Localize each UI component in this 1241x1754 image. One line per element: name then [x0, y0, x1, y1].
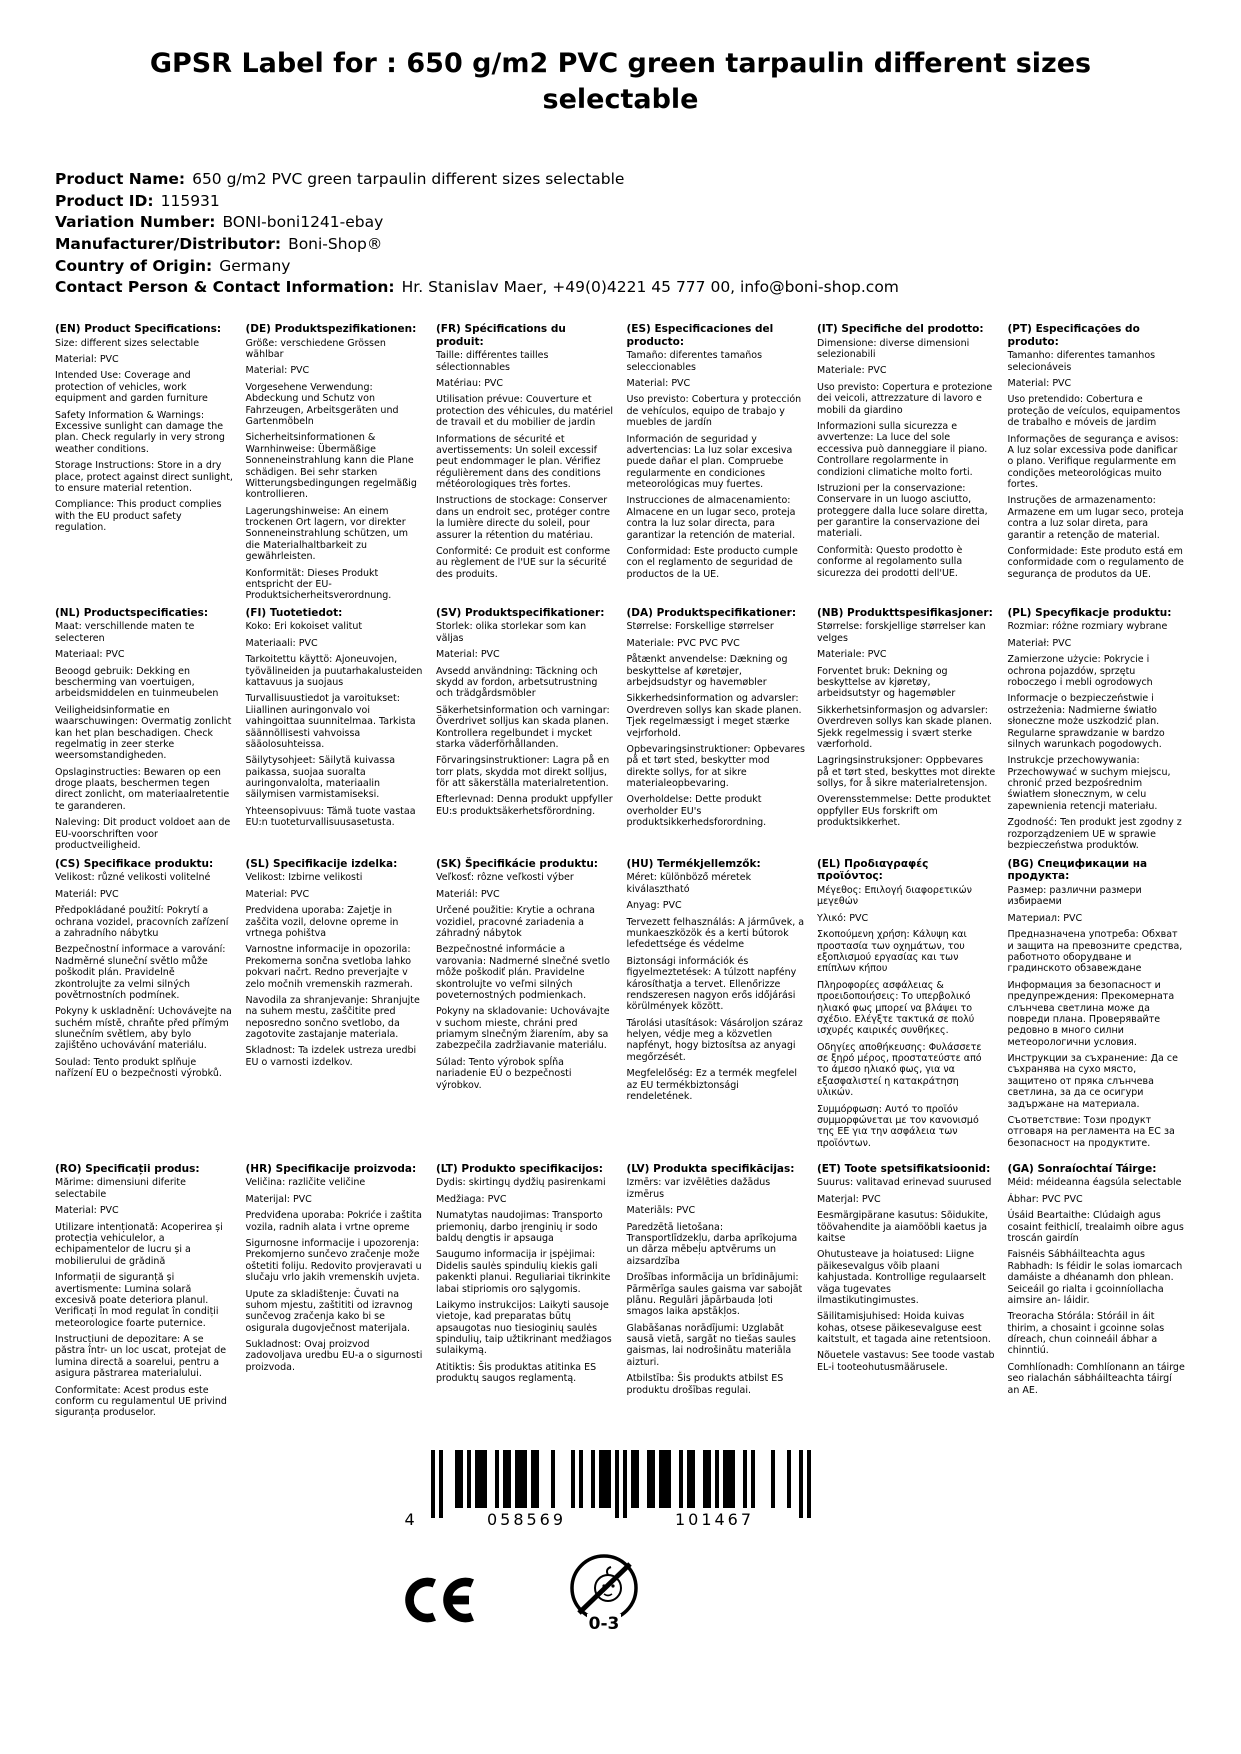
spec-block-body	[1008, 621, 1187, 851]
spec-block-header: (NB) Produkttspesifikasjoner:	[817, 606, 993, 619]
spec-block-header: (EL) Προδιαγραφές προϊόντος:	[817, 857, 929, 883]
spec-paragraph: Anyag: PVC	[626, 900, 682, 912]
spec-paragraph: Materiaali: PVC	[245, 637, 318, 649]
language-spec-block	[1008, 323, 1187, 607]
spec-paragraph: Comhlíonadh: Comhlíonann an táirge seo rialachán sábháilteachta táirgí an AE.	[1007, 1361, 1185, 1396]
spec-paragraph: Naleving: Dit product voldoet aan de EU-voorschriften voor productveiligheid.	[55, 817, 231, 852]
spec-block-header: (FR) Spécifications du produit:	[436, 323, 566, 348]
ean-barcode	[404, 1450, 811, 1536]
spec-block-header: (EN) Product Specifications:	[55, 323, 222, 335]
language-spec-block	[436, 858, 615, 1163]
spec-paragraph: Biztonsági információk és figyelmeztetések: A túlzott napfény károsíthatja a tervet. Ellenőrizze rendszeresen nagyon erős időjárási körülmények között.	[626, 955, 797, 1013]
spec-paragraph: Suurus: valitavad erinevad suurused	[817, 1177, 992, 1189]
spec-paragraph: Numatytas naudojimas: Transporto priemonių, darbo įrenginių ir sodo baldų dengtis ir apsauga	[436, 1210, 603, 1244]
language-spec-block	[817, 607, 996, 858]
info-label: Country of Origin:	[55, 256, 213, 275]
spec-block-header: (HR) Specifikacije proizvoda:	[245, 1162, 417, 1175]
barcode-bars	[431, 1450, 811, 1518]
language-spec-block	[817, 323, 996, 607]
language-spec-block	[1008, 1163, 1187, 1424]
spec-paragraph: Informações de segurança e avisos: A luz solar excessiva pode danificar o plano. Verifique regularmente em condições meteorológicas muito fortes.	[1007, 433, 1179, 491]
info-value: 115931	[160, 191, 220, 210]
spec-paragraph: Μέγεθος: Επιλογή διαφορετικών μεγεθών	[817, 884, 972, 908]
spec-paragraph: Velikost: různé velikosti volitelné	[55, 872, 211, 884]
spec-paragraph: Atbilstība: Šis produkts atbilst ES produktu drošības regulai.	[626, 1373, 784, 1396]
barcode-bar	[807, 1450, 811, 1518]
product-info-row	[55, 234, 1186, 256]
info-label: Manufacturer/Distributor:	[55, 234, 282, 253]
spec-paragraph: Nõuetele vastavus: See toode vastab EL-i tooteohutusmäärusele.	[817, 1350, 995, 1373]
spec-paragraph: Size: different sizes selectable	[55, 337, 200, 349]
spec-paragraph: Instrukcje przechowywania: Przechowywać w suchym miejscu, chronić przed bezpośrednim światłem słonecznym, w celu zapewnienia retencji materiału.	[1007, 755, 1171, 812]
language-spec-block	[246, 1163, 425, 1424]
spec-block-body	[817, 1177, 996, 1373]
barcode-right-digits: 101467	[672, 1510, 757, 1529]
spec-paragraph: Materjal: PVC	[817, 1193, 881, 1205]
spec-block-header: (ET) Toote spetsifikatsioonid:	[817, 1162, 991, 1175]
spec-paragraph: Atitiktis: Šis produktas atitinka ES produktų saugos reglamentą.	[436, 1361, 597, 1385]
spec-paragraph: Sukladnost: Ovaj proizvod zadovoljava uredbu EU-a o sigurnosti proizvoda.	[245, 1339, 423, 1373]
spec-block-header: (BG) Спецификации на продукта:	[1007, 857, 1148, 883]
spec-block-header: (SK) Špecifikácie produktu:	[436, 857, 599, 870]
spec-paragraph: Istruzioni per la conservazione: Conservare in un luogo asciutto, proteggere dalla luce solare diretta, per garantire la conservazione dei materiali.	[817, 482, 988, 540]
barcode-lead-digit: 4	[404, 1509, 418, 1529]
spec-block-body	[436, 621, 615, 817]
spec-paragraph: Určené použitie: Krytie a ochrana vozidiel, pracovné zariadenia a záhradný nábytok	[436, 905, 595, 939]
spec-block-body	[817, 885, 996, 1149]
spec-paragraph: Säilytysohjeet: Säilytä kuivassa paikassa, suojaa suoralta auringonvalolta, materiaalin säilymisen varmistamiseksi.	[245, 755, 396, 801]
spec-block-body	[627, 621, 806, 828]
spec-paragraph: Paredzētā lietošana: Transportlīdzekļu, darba aprīkojuma un dārza mēbeļu aptvērums un aizsardzība	[626, 1221, 798, 1267]
spec-paragraph: Ábhar: PVC PVC	[1007, 1193, 1083, 1205]
product-info-row	[55, 169, 1186, 191]
spec-paragraph: Uso previsto: Cobertura y protección de vehículos, equipo de trabajo y muebles de jardín	[626, 394, 802, 429]
spec-paragraph: Mărime: dimensiuni diferite selectabile	[55, 1177, 186, 1200]
spec-paragraph: Tarkoitettu käyttö: Ajoneuvojen, työvälineiden ja puutarhakalusteiden kattavuus ja suojaus	[245, 654, 423, 688]
spec-block-header: (PT) Especificações do produto:	[1007, 323, 1140, 348]
spec-paragraph: Méret: különböző méretek kiválasztható	[626, 872, 752, 895]
product-info	[55, 169, 1186, 299]
spec-block-header: (ES) Especificaciones del producto:	[626, 323, 774, 348]
spec-paragraph: Πληροφορίες ασφάλειας & προειδοποιήσεις: Το υπερβολικό ηλιακό φως μπορεί να βλάψει το σχέδιο. Ελέγξτε τακτικά σε πολύ ισχυρές καιρικές συνθήκες.	[817, 979, 975, 1037]
spec-paragraph: Maat: verschillende maten te selecteren	[55, 621, 195, 644]
spec-paragraph: Material: PVC	[1007, 377, 1072, 389]
spec-paragraph: Varnostne informacije in opozorila: Prekomerna sončna svetloba lahko pokvari načrt. Redno preverjajte v zelo močnih vremenskih razmerah.	[245, 944, 413, 990]
spec-paragraph: Beoogd gebruik: Dekking en bescherming van voertuigen, arbeidsmiddelen en tuinmeubelen	[55, 665, 219, 700]
spec-block-body	[1008, 1177, 1187, 1396]
spec-paragraph: Instruções de armazenamento: Armazene em um lugar seco, proteja contra a luz solar direta, para garantir a retenção de material.	[1007, 495, 1184, 541]
spec-paragraph: Предназначена употреба: Обхват и защита на превозните средства, работното оборудване и градинското обзавеждане	[1007, 929, 1183, 975]
spec-paragraph: Méid: méideanna éagsúla selectable	[1007, 1177, 1182, 1189]
spec-paragraph: Materiál: PVC	[436, 888, 500, 900]
spec-paragraph: Úsáid Beartaithe: Clúdaigh agus cosaint feithiclí, trealaimh oibre agus troscán gairdín	[1007, 1210, 1184, 1244]
spec-paragraph: Saugumo informacija ir įspėjimai: Didelis saulės spindulių kiekis gali pakenkti planui. Reguliariai tikrinkite labai stipriomis oro sąlygomis.	[436, 1249, 611, 1295]
spec-paragraph: Material: PVC	[245, 888, 310, 900]
spec-paragraph: Bezpečnostní informace a varování: Nadměrné sluneční světlo může poškodit plán. Pravidelně zkontrolujte za velmi silných povětrnostních podmínek.	[55, 944, 226, 1001]
spec-paragraph: Predviđena uporaba: Pokriće i zaštita vozila, radnih alata i vrtne opreme	[245, 1210, 422, 1233]
spec-paragraph: Dydis: skirtingų dydžių pasirenkami	[436, 1177, 606, 1189]
spec-paragraph: Informații de siguranță și avertismente: Lumina solară excesivă poate deteriora planul. Verificați în mod regulat în condiții meteorologice foarte puternice.	[55, 1272, 219, 1329]
language-grid	[55, 323, 1186, 1424]
language-spec-block	[246, 323, 425, 607]
spec-paragraph: Soulad: Tento produkt splňuje nařízení EU o bezpečnosti výrobků.	[55, 1056, 222, 1080]
spec-paragraph: Vorgesehene Verwendung: Abdeckung und Schutz von Fahrzeugen, Arbeitsgeräten und Gartenmöbeln	[245, 381, 399, 427]
spec-paragraph: Størrelse: Forskellige størrelser	[626, 621, 774, 633]
language-spec-block	[1008, 858, 1187, 1163]
spec-paragraph: Materiał: PVC	[1007, 637, 1072, 649]
language-spec-block	[436, 607, 615, 858]
spec-paragraph: Conformitate: Acest produs este conform cu regulamentul UE privind siguranța produselor.	[55, 1384, 227, 1419]
spec-paragraph: Overensstemmelse: Dette produktet oppfyller EUs forskrift om produktsikkerhet.	[817, 794, 991, 829]
spec-paragraph: Upute za skladištenje: Čuvati na suhom mjestu, zaštititi od izravnog sunčevog zračenja kako bi se osigurala dugovječnost materijala.	[245, 1288, 413, 1334]
spec-block-header: (FI) Tuotetiedot:	[245, 606, 343, 619]
spec-paragraph: Matériau: PVC	[436, 377, 504, 389]
language-spec-block	[817, 1163, 996, 1424]
spec-block-header: (HU) Termékjellemzők:	[626, 857, 761, 870]
language-spec-block	[817, 858, 996, 1163]
spec-block-header: (NL) Productspecificaties:	[55, 606, 209, 619]
spec-paragraph: Säkerhetsinformation och varningar: Överdrivet solljus kan skada planen. Kontrollera regelbundet i mycket starka väderförhållanden.	[436, 704, 610, 750]
spec-paragraph: Turvallisuustiedot ja varoitukset: Liiallinen auringonvalo voi vahingoittaa suunnitelmaa. Tarkista säännöllisesti vahvoissa sääolosuhteissa.	[245, 693, 416, 750]
language-spec-block	[627, 607, 806, 858]
spec-paragraph: Información de seguridad y advertencias: La luz solar excesiva puede dañar el plan. Compruebe regularmente en condiciones meteorológicas muy fuertes.	[626, 433, 793, 491]
spec-paragraph: Material: PVC	[245, 365, 310, 377]
info-label: Product ID:	[55, 191, 154, 210]
language-spec-block	[55, 858, 234, 1163]
spec-paragraph: Glabāšanas norādījumi: Uzglabāt sausā vietā, sargāt no tiešas saules gaismas, lai nodrošinātu materiāla aizturi.	[626, 1322, 796, 1368]
spec-paragraph: Materiál: PVC	[55, 888, 119, 900]
info-value: Hr. Stanislav Maer, +49(0)4221 45 777 00, info@boni-shop.com	[401, 278, 899, 297]
info-value: Germany	[219, 256, 291, 275]
spec-paragraph: Påtænkt anvendelse: Dækning og beskyttelse af køretøjer, arbejdsudstyr og havemøbler	[626, 654, 788, 688]
spec-paragraph: Säilitamisjuhised: Hoida kuivas kohas, otsese päikesevalguse eest kaitstult, et tagada aine retentsioon.	[817, 1311, 991, 1346]
spec-paragraph: Taille: différentes tailles sélectionnables	[436, 350, 549, 373]
spec-paragraph: Forventet bruk: Dekning og beskyttelse av kjøretøy, arbeidsutstyr og hagemøbler	[817, 665, 956, 700]
spec-paragraph: Material: PVC	[55, 353, 119, 365]
spec-block-body	[436, 1177, 615, 1384]
spec-paragraph: Utilisation prévue: Couverture et protection des véhicules, du matériel de travail et du mobilier de jardin	[436, 394, 613, 429]
spec-block-body	[1008, 885, 1187, 1149]
spec-paragraph: Material: PVC	[55, 1205, 119, 1217]
spec-block-body	[817, 338, 996, 579]
language-spec-block	[627, 1163, 806, 1424]
product-info-row	[55, 256, 1186, 278]
spec-block-body	[55, 338, 234, 534]
spec-paragraph: Konformität: Dieses Produkt entspricht der EU-Produktsicherheitsverordnung.	[245, 567, 392, 602]
spec-paragraph: Zamierzone użycie: Pokrycie i ochrona pojazdów, sprzętu roboczego i mebli ogrodowych	[1007, 654, 1153, 688]
spec-block-header: (GA) Sonraíochtaí Táirge:	[1007, 1162, 1157, 1175]
spec-paragraph: Faisnéis Sábháilteachta agus Rabhadh: Is féidir le solas iomarcach damáiste a dhéanamh don phlean. Seiceáil go rialta i gcoinníollacha aimsire an- láidir.	[1007, 1249, 1183, 1306]
spec-paragraph: Storage Instructions: Store in a dry place, protect against direct sunlight, to ensure material retention.	[55, 460, 233, 494]
language-spec-block	[246, 607, 425, 858]
spec-paragraph: Ohutusteave ja hoiatused: Liigne päikesevalgus võib plaani kahjustada. Kontrollige regulaarselt väga tugevates ilmastikutingimustes.	[817, 1249, 986, 1306]
info-label: Product Name:	[55, 169, 186, 188]
spec-paragraph: Uso pretendido: Cobertura e proteção de veículos, equipamentos de trabalho e móveis de jardim	[1007, 394, 1181, 429]
spec-paragraph: Storlek: olika storlekar som kan väljas	[436, 621, 587, 644]
language-spec-block	[627, 323, 806, 607]
spec-paragraph: Συμμόρφωση: Αυτό το προϊόν συμμορφώνεται με τον κανονισμό της ΕΕ για την ασφάλεια των προϊόντων.	[817, 1103, 979, 1149]
spec-block-body	[627, 872, 806, 1102]
spec-paragraph: Pokyny na skladovanie: Uchovávajte v suchom mieste, chráni pred priamym slnečným žiarením, aby sa zabezpečila zadržiavanie materiálu.	[436, 1006, 610, 1052]
spec-paragraph: Compliance: This product complies with the EU product safety regulation.	[55, 499, 222, 534]
spec-paragraph: Opslaginstructies: Bewaren op een droge plaats, beschermen tegen direct zonlicht, om materiaalretentie te garanderen.	[55, 766, 230, 812]
language-spec-block	[627, 858, 806, 1163]
spec-block-body	[246, 1177, 425, 1373]
spec-block-header: (CS) Specifikace produktu:	[55, 857, 214, 870]
language-spec-block	[1008, 607, 1187, 858]
spec-block-header: (DE) Produktspezifikationen:	[245, 323, 417, 335]
spec-paragraph: Veličina: različite veličine	[245, 1177, 366, 1189]
spec-paragraph: Tamaño: diferentes tamaños seleccionables	[626, 350, 763, 373]
spec-paragraph: Størrelse: forskjellige størrelser kan velges	[817, 621, 986, 644]
spec-paragraph: Materiale: PVC	[817, 365, 887, 377]
spec-block-body	[246, 621, 425, 828]
product-info-row	[55, 212, 1186, 234]
spec-paragraph: Laikymo instrukcijos: Laikyti sausoje vietoje, kad preparatas būtų apsaugotas nuo tiesioginių saulės spindulių, taip užtikrinant medžiagos sulaikymą.	[436, 1299, 612, 1357]
spec-paragraph: Instructions de stockage: Conserver dans un endroit sec, protéger contre la lumière directe du soleil, pour assurer la rétention du matériau.	[436, 495, 610, 541]
spec-paragraph: Yhteensopivuus: Tämä tuote vastaa EU:n tuoteturvallisuusasetusta.	[245, 805, 416, 829]
spec-paragraph: Informacje o bezpieczeństwie i ostrzeżenia: Nadmierne światło słoneczne może uszkodzić plan. Regularne sprawdzanie w bardzo silnych warunkach pogodowych.	[1007, 693, 1165, 750]
language-spec-block	[55, 323, 234, 607]
spec-block-header: (DA) Produktspecifikationer:	[626, 606, 797, 619]
spec-paragraph: Σκοπούμενη χρήση: Κάλυψη και προστασία των οχημάτων, του εξοπλισμού εργασίας και των επίπλων κήπου	[817, 929, 967, 975]
spec-paragraph: Efterlevnad: Denna produkt uppfyller EU:s produktsäkerhetsförordning.	[436, 794, 613, 817]
spec-block-body	[1008, 350, 1187, 580]
spec-paragraph: Инструкции за съхранение: Да се съхранява на сухо място, защитено от пряка слънчева светлина, за да се осигури задържане на материала.	[1007, 1053, 1178, 1110]
spec-paragraph: Treoracha Stórála: Stóráil in áit thirim, a chosaint i gcoinne solas díreach, chun coinneáil ábhar a chinntiú.	[1007, 1311, 1165, 1357]
spec-paragraph: Uso previsto: Copertura e protezione dei veicoli, attrezzature di lavoro e mobili da giardino	[817, 381, 993, 416]
spec-paragraph: Материал: PVC	[1007, 912, 1083, 924]
spec-paragraph: Overholdelse: Dette produkt overholder EU's produktsikkerhedsforordning.	[626, 794, 767, 829]
spec-paragraph: Materiale: PVC	[817, 649, 887, 661]
spec-paragraph: Размер: различни размери избираеми	[1007, 884, 1142, 908]
spec-block-body	[817, 621, 996, 828]
spec-paragraph: Veiligheidsinformatie en waarschuwingen: Overmatig zonlicht kan het plan beschadigen. Check regelmatig in zeer sterke weersomstandigheden.	[55, 704, 232, 762]
spec-paragraph: Sigurnosne informacije i upozorenja: Prekomjerno sunčevo zračenje može oštetiti foliju. Redovito provjeravati u slučaju vrlo jakih vremenskih uvjeta.	[245, 1237, 422, 1284]
spec-paragraph: Sikkerhetsinformasjon og advarsler: Overdreven sollys kan skade planen. Sjekk regelmessig i svært sterke værforhold.	[817, 704, 992, 750]
spec-paragraph: Съответствие: Този продукт отговаря на регламента на ЕС за безопасност на продуктите.	[1007, 1115, 1175, 1149]
spec-paragraph: Größe: verschiedene Grössen wählbar	[245, 337, 386, 360]
spec-block-body	[436, 350, 615, 580]
spec-paragraph: Conformité: Ce produit est conforme au règlement de l'UE sur la sécurité des produits.	[436, 546, 611, 580]
spec-paragraph: Opbevaringsinstruktioner: Opbevares på et tørt sted, beskytter mod direkte sollys, for at sikre materialeopbevaring.	[626, 743, 805, 790]
spec-paragraph: Izmērs: var izvēlēties dažādus izmērus	[626, 1177, 771, 1200]
spec-paragraph: Skladnost: Ta izdelek ustreza uredbi EU o varnosti izdelkov.	[245, 1045, 417, 1068]
info-value: 650 g/m2 PVC green tarpaulin different sizes selectable	[192, 169, 625, 188]
spec-paragraph: Lagerungshinweise: An einem trockenen Ort lagern, vor direkter Sonneneinstrahlung schützen, um die Materialhaltbarkeit zu gewährleisten.	[245, 505, 409, 563]
spec-paragraph: Navodila za shranjevanje: Shranjujte na suhem mestu, zaščitite pred neposredno sončno svetlobo, da zagotovite zastajanje materiala.	[245, 994, 420, 1041]
spec-paragraph: Materiaal: PVC	[55, 649, 125, 661]
spec-block-body	[55, 872, 234, 1079]
ce-mark-icon	[403, 1572, 477, 1628]
spec-block-header: (LV) Produkta specifikācijas:	[626, 1162, 795, 1175]
info-value: BONI-boni1241-ebay	[222, 213, 384, 232]
spec-paragraph: Informations de sécurité et avertissements: Un soleil excessif peut endommager le plan. Vérifiez régulièrement dans des conditions météorologiques très fortes.	[436, 433, 601, 491]
spec-paragraph: Tamanho: diferentes tamanhos selecionáveis	[1007, 350, 1156, 373]
spec-paragraph: Medžiaga: PVC	[436, 1193, 507, 1205]
page-title: GPSR Label for : 650 g/m2 PVC green tarpaulin different sizes selectable	[149, 48, 1092, 116]
spec-paragraph: Veľkosť: rôzne veľkosti výber	[436, 872, 574, 884]
info-label: Variation Number:	[55, 213, 216, 232]
spec-paragraph: Sikkerhedsinformation og advarsler: Overdreven sollys kan skade planen. Tjek regelmæssigt i meget stærke vejrforhold.	[626, 693, 802, 739]
conformity-marks	[403, 1552, 1241, 1636]
spec-paragraph: Instrucțiuni de depozitare: A se păstra într- un loc uscat, protejat de lumina directă a soarelui, pentru a asigura păstrarea materialului.	[55, 1334, 227, 1380]
spec-block-header: (SV) Produktspecifikationer:	[436, 606, 605, 619]
spec-paragraph: Eesmärgipärane kasutus: Sõidukite, töövahendite ja aiamööbli kaetus ja kaitse	[817, 1210, 989, 1244]
spec-paragraph: Megfelelőség: Ez a termék megfelel az EU termékbiztonsági rendeletének.	[626, 1068, 797, 1103]
age-warning-label: 0-3	[588, 1613, 620, 1634]
spec-paragraph: Υλικό: PVC	[817, 912, 869, 924]
spec-paragraph: Koko: Eri kokoiset valitut	[245, 621, 363, 633]
barcode-left-digits: 058569	[484, 1510, 569, 1529]
language-spec-block	[55, 1163, 234, 1424]
spec-block-header: (PL) Specyfikacje produktu:	[1007, 606, 1172, 619]
spec-paragraph: Conformidade: Este produto está em conformidade com o regulamento de segurança de produtos da UE.	[1007, 546, 1184, 580]
spec-paragraph: Súlad: Tento výrobok spĺňa nariadenie EÚ o bezpečnosti výrobkov.	[436, 1056, 572, 1091]
spec-paragraph: Utilizare intenționată: Acoperirea și protecția vehiculelor, a echipamentelor de lucru și a mobilierului de grădină	[55, 1221, 223, 1267]
spec-paragraph: Material: PVC	[436, 649, 500, 661]
spec-block-body	[246, 338, 425, 602]
spec-paragraph: Predvidena uporaba: Zajetje in zaščita vozil, delovne opreme in vrtnega pohištva	[245, 905, 399, 939]
spec-paragraph: Material: PVC	[626, 377, 691, 389]
info-value: Boni-Shop®	[288, 234, 383, 253]
spec-block-body	[627, 1177, 806, 1396]
spec-paragraph: Bezpečnostné informácie a varovania: Nadmerné slnečné svetlo môže poškodiť plán. Pravidelne skontrolujte vo veľmi silných poveternostných podmienkach.	[436, 944, 610, 1001]
product-info-row	[55, 191, 1186, 213]
spec-block-header: (LT) Produkto specifikacijos:	[436, 1162, 603, 1175]
spec-paragraph: Velikost: Izbirne velikosti	[245, 872, 363, 884]
spec-paragraph: Dimensione: diverse dimensioni selezionabili	[817, 337, 970, 360]
language-spec-block	[436, 1163, 615, 1424]
spec-paragraph: Förvaringsinstruktioner: Lagra på en torr plats, skydda mot direkt solljus, för att säkerställa materialretention.	[436, 755, 610, 790]
spec-block-body	[55, 1177, 234, 1418]
spec-paragraph: Předpokládané použití: Pokrytí a ochrana vozidel, pracovních zařízení a zahradního nábytku	[55, 905, 229, 939]
spec-paragraph: Sicherheitsinformationen & Warnhinweise: Übermäßige Sonneneinstrahlung kann die Plane schädigen. Bei sehr starken Witterungsbedingungen regelmäßig kontrollieren.	[245, 432, 417, 501]
spec-paragraph: Tárolási utasítások: Vásároljon száraz helyen, védje meg a közvetlen napfényt, hogy biztosítsa az anyagi megőrzését.	[626, 1017, 803, 1063]
spec-paragraph: Rozmiar: różne rozmiary wybrane	[1007, 621, 1168, 633]
spec-paragraph: Lagringsinstruksjoner: Oppbevares på et tørt sted, beskyttes mot direkte sollys, for å sikre materialretensjon.	[817, 755, 996, 790]
spec-paragraph: Avsedd användning: Täckning och skydd av fordon, arbetsutrustning och trädgårdsmöbler	[436, 665, 598, 700]
language-spec-block	[246, 858, 425, 1163]
product-info-row	[55, 277, 1186, 299]
spec-block-body	[55, 621, 234, 851]
spec-paragraph: Safety Information & Warnings: Excessive sunlight can damage the plan. Check regularly in very strong weather conditions.	[55, 409, 225, 455]
spec-block-body	[436, 872, 615, 1091]
spec-paragraph: Pokyny k uskladnění: Uchovávejte na suchém místě, chraňte před přímým slunečním světlem, aby bylo zajištěno uchovávání materiálu.	[55, 1006, 232, 1052]
spec-paragraph: Zgodność: Ten produkt jest zgodny z rozporządzeniem UE w sprawie bezpieczeństwa produktów.	[1007, 817, 1182, 852]
spec-paragraph: Conformità: Questo prodotto è conforme al regolamento sulla sicurezza dei prodotti dell'UE.	[817, 544, 963, 579]
spec-block-body	[246, 872, 425, 1068]
spec-paragraph: Materiale: PVC PVC PVC	[626, 637, 740, 649]
language-spec-block	[436, 323, 615, 607]
info-label: Contact Person & Contact Information:	[55, 278, 395, 297]
spec-paragraph: Οδηγίες αποθήκευσης: Φυλάσσετε σε ξηρό μέρος, προστατεύστε από το άμεσο ηλιακό φως, για να εξασφαλιστεί η κατακράτηση υλικών.	[817, 1041, 982, 1099]
spec-paragraph: Informazioni sulla sicurezza e avvertenze: La luce del sole eccessiva può danneggiare il piano. Controllare regolarmente in condizioni climatiche molto forti.	[817, 420, 988, 478]
spec-paragraph: Tervezett felhasználás: A járművek, a munkaeszközök és a kerti bútorok lefedettsége és védelme	[626, 916, 805, 951]
spec-block-header: (SL) Specifikacije izdelka:	[245, 857, 398, 870]
age-warning-0-3-icon	[569, 1552, 639, 1636]
spec-paragraph: Информация за безопасност и предупреждения: Прекомерната слънчева светлина може да повреди плана. Проверявайте редовно в много силни метеорологични условия.	[1007, 979, 1175, 1048]
spec-paragraph: Materiāls: PVC	[626, 1205, 696, 1217]
language-spec-block	[55, 607, 234, 858]
spec-paragraph: Instrucciones de almacenamiento: Almacene en un lugar seco, proteja contra la luz solar directa, para garantizar la retención de material.	[626, 495, 796, 541]
spec-block-header: (RO) Specificații produs:	[55, 1162, 200, 1175]
spec-paragraph: Conformidad: Este producto cumple con el reglamento de seguridad de productos de la UE.	[626, 546, 798, 580]
spec-paragraph: Intended Use: Coverage and protection of vehicles, work equipment and garden furniture	[55, 370, 208, 405]
spec-block-header: (IT) Specifiche del prodotto:	[817, 323, 984, 335]
spec-block-body	[627, 350, 806, 580]
spec-paragraph: Drošības informācija un brīdinājumi: Pārmērīga saules gaisma var sabojāt plānu. Regulāri jāpārbauda ļoti smagos laika apstākļos.	[626, 1272, 803, 1318]
spec-paragraph: Materijal: PVC	[245, 1193, 312, 1205]
